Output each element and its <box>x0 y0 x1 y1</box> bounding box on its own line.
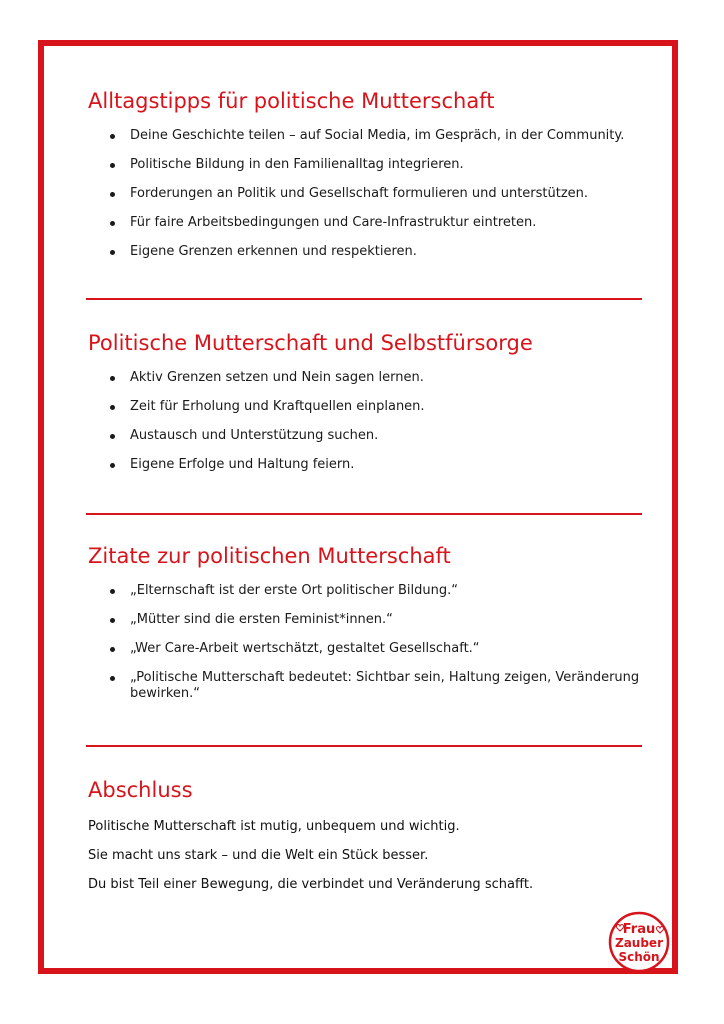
bullet-icon <box>110 250 115 255</box>
closing-line: Politische Mutterschaft ist mutig, unbequem und wichtig. <box>88 819 460 834</box>
frau-zauber-schoen-logo <box>608 911 670 973</box>
section-divider <box>86 745 642 747</box>
list-item <box>88 612 648 628</box>
bullet-list <box>88 370 648 473</box>
list-item <box>88 457 648 473</box>
section-heading: Zitate zur politischen Mutterschaft <box>88 544 451 568</box>
list-item-text: Deine Geschichte teilen – auf Social Media, im Gespräch, in der Community. <box>130 128 625 143</box>
list-item-text: Eigene Grenzen erkennen und respektieren. <box>130 244 417 259</box>
section-abschluss <box>88 777 648 906</box>
list-item-text: Für faire Arbeitsbedingungen und Care-Infrastruktur eintreten. <box>130 215 537 230</box>
list-item <box>88 583 648 599</box>
logo-line-zauber: Zauber <box>615 936 663 950</box>
bullet-icon <box>110 405 115 410</box>
section-selbstfuersorge <box>88 330 648 486</box>
bullet-icon <box>110 376 115 381</box>
list-item <box>88 399 648 415</box>
bullet-icon <box>110 134 115 139</box>
list-item <box>88 244 648 260</box>
list-item-text: Aktiv Grenzen setzen und Nein sagen lernen. <box>130 370 424 385</box>
bullet-icon <box>110 463 115 468</box>
list-item <box>88 186 648 202</box>
list-item-text: „Wer Care-Arbeit wertschätzt, gestaltet Gesellschaft.“ <box>130 641 480 656</box>
list-item-text: „Elternschaft ist der erste Ort politischer Bildung.“ <box>130 583 458 598</box>
list-item <box>88 370 648 386</box>
section-divider <box>86 513 642 515</box>
bullet-icon <box>110 618 115 623</box>
closing-line: Sie macht uns stark – und die Welt ein Stück besser. <box>88 848 429 863</box>
bullet-icon <box>110 192 115 197</box>
section-heading: Politische Mutterschaft und Selbstfürsorge <box>88 331 533 355</box>
bullet-list <box>88 583 648 702</box>
section-heading: Abschluss <box>88 778 193 802</box>
list-item <box>88 670 648 702</box>
list-item <box>88 215 648 231</box>
list-item-text: Forderungen an Politik und Gesellschaft formulieren und unterstützen. <box>130 186 589 201</box>
section-heading: Alltagstipps für politische Mutterschaft <box>88 89 495 113</box>
list-item-text: Zeit für Erholung und Kraftquellen einplanen. <box>130 399 425 414</box>
list-item-text: Austausch und Unterstützung suchen. <box>130 428 379 443</box>
bullet-list <box>88 128 648 260</box>
bullet-icon <box>110 589 115 594</box>
list-item-text: Politische Bildung in den Familienalltag integrieren. <box>130 157 464 172</box>
bullet-icon <box>110 434 115 439</box>
list-item <box>88 428 648 444</box>
section-divider <box>86 298 642 300</box>
list-item-text: Eigene Erfolge und Haltung feiern. <box>130 457 355 472</box>
list-item <box>88 128 648 144</box>
bullet-icon <box>110 221 115 226</box>
bullet-icon <box>110 676 115 681</box>
bullet-icon <box>110 647 115 652</box>
bullet-icon <box>110 163 115 168</box>
list-item <box>88 157 648 173</box>
logo-line-frau: Frau <box>622 922 656 937</box>
closing-line: Du bist Teil einer Bewegung, die verbindet und Veränderung schafft. <box>88 877 534 892</box>
list-item-text: „Politische Mutterschaft bedeutet: Sichtbar sein, Haltung zeigen, Veränderung bewirken.“ <box>130 670 640 701</box>
list-item-text: „Mütter sind die ersten Feminist*innen.“ <box>130 612 393 627</box>
list-item <box>88 641 648 657</box>
section-alltagstipps <box>88 88 648 273</box>
section-zitate <box>88 543 648 715</box>
logo-line-schoen: Schön <box>618 950 660 964</box>
